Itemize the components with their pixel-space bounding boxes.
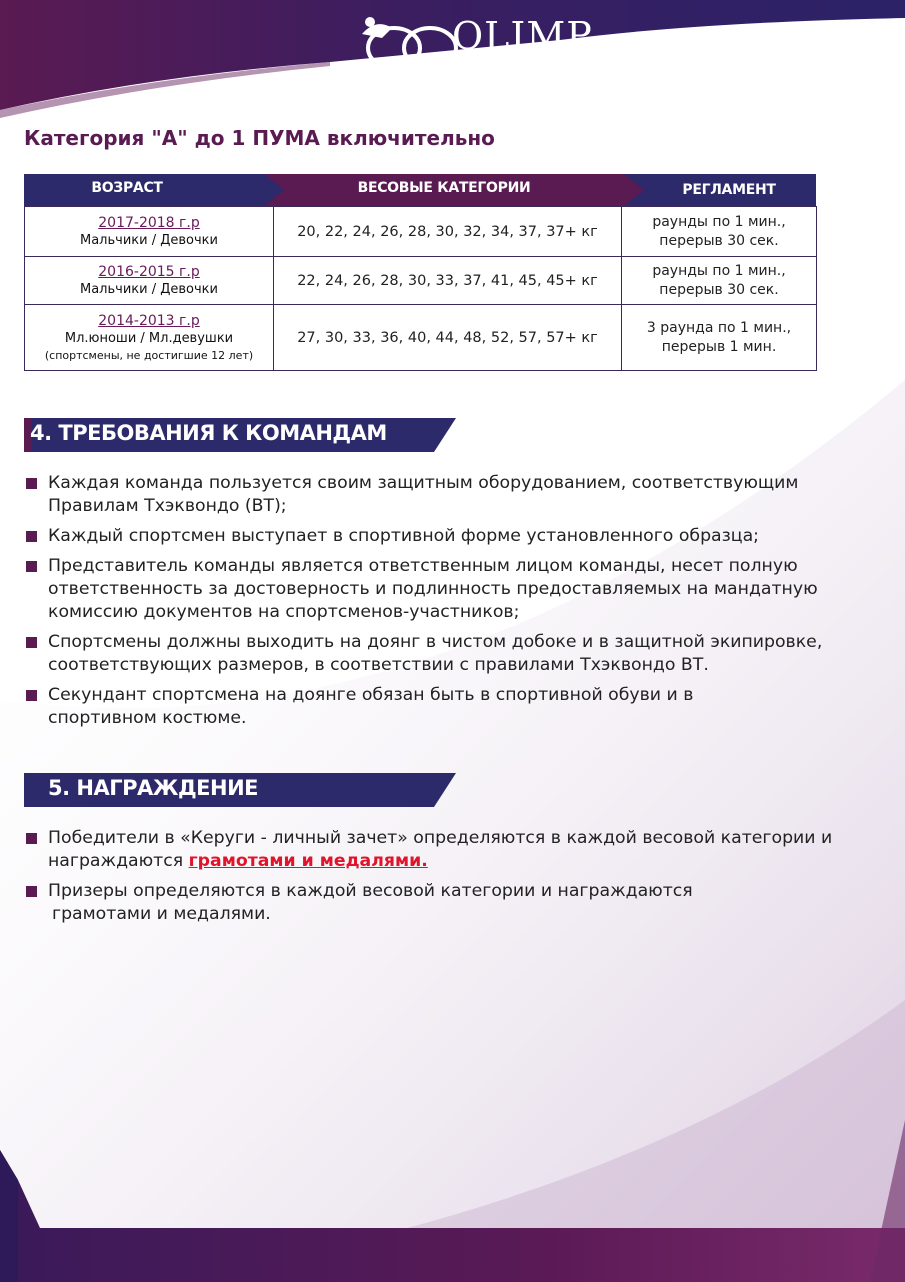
regulation-cell — [622, 257, 817, 305]
bullet-square-icon — [26, 531, 37, 542]
header-weights: ВЕСОВЫЕ КАТЕГОРИИ — [357, 180, 531, 196]
section-4-title: 4. ТРЕБОВАНИЯ К КОМАНДАМ — [30, 421, 387, 445]
list-item — [26, 827, 886, 873]
section-5-header — [24, 773, 456, 807]
age-group: Мл.юноши / Мл.девушки — [64, 330, 234, 346]
logo-brand-text: OLIMP — [452, 14, 593, 58]
list-item-text: Секундант спортсмена на доянге обязан быть в спортивной обуви и в спортивном костюме. — [48, 685, 694, 728]
list-item — [26, 525, 886, 548]
weights-cell: 20, 22, 24, 26, 28, 30, 32, 34, 37, 37+ кг — [274, 207, 622, 257]
regulation-break: перерыв 30 сек. — [659, 281, 779, 298]
weight-category-table — [24, 174, 816, 371]
bullet-square-icon — [26, 833, 37, 844]
regulation-cell — [622, 207, 817, 257]
regulation-break: перерыв 1 мин. — [661, 338, 777, 355]
weights-cell: 27, 30, 33, 36, 40, 44, 48, 52, 57, 57+ кг — [274, 305, 622, 371]
age-years: 2014-2013 г.р — [98, 312, 200, 329]
header-regulation: РЕГЛАМЕНТ — [682, 182, 776, 198]
bullet-square-icon — [26, 637, 37, 648]
regulation-cell — [622, 305, 817, 371]
age-note: (спортсмены, не достигшие 12 лет) — [44, 348, 254, 362]
regulation-rounds: 3 раунда по 1 мин., — [646, 319, 792, 336]
list-item-text: Каждая команда пользуется своим защитным оборудованием, соответствующим Правилам Тхэквондо (ВТ); — [48, 473, 799, 516]
table-row — [25, 207, 817, 257]
list-item — [26, 472, 886, 518]
age-cell — [25, 257, 274, 305]
age-cell — [25, 207, 274, 257]
list-item — [26, 631, 886, 677]
age-group: Мальчики / Девочки — [80, 232, 218, 248]
list-item-text: Победители в «Керуги - личный зачет» определяются в каждой весовой категории и награждаются — [48, 828, 833, 871]
bullet-square-icon — [26, 690, 37, 701]
regulation-rounds: раунды по 1 мин., — [652, 262, 786, 279]
logo-tagline: taekwondo league — [452, 59, 561, 70]
list-item — [26, 880, 886, 926]
list-item — [26, 555, 886, 624]
list-item-text: Призеры определяются в каждой весовой категории и награждаются — [48, 881, 693, 901]
regulation-rounds: раунды по 1 мин., — [652, 213, 786, 230]
list-item-text: Представитель команды является ответственным лицом команды, несет полную ответственность за достоверность и подлинность предоставляемых на мандатную комиссию документов на спортсменов-участников; — [48, 556, 818, 622]
regulation-break: перерыв 30 сек. — [659, 232, 779, 249]
list-item-text-continued: грамотами и медалями. — [52, 904, 271, 924]
table-row — [25, 305, 817, 371]
section-4-header — [24, 418, 456, 452]
category-title: Категория "А" до 1 ПУМА включительно — [24, 126, 495, 150]
awards-highlight: грамотами и медалями. — [188, 851, 428, 871]
list-item-text: Каждый спортсмен выступает в спортивной форме установленного образца; — [48, 526, 759, 546]
section-5-title: 5. НАГРАЖДЕНИЕ — [48, 776, 259, 800]
section-5-list — [26, 827, 886, 933]
age-cell — [25, 305, 274, 371]
weights-cell: 22, 24, 26, 28, 30, 33, 37, 41, 45, 45+ кг — [274, 257, 622, 305]
bullet-square-icon — [26, 561, 37, 572]
bullet-square-icon — [26, 886, 37, 897]
age-years: 2016-2015 г.р — [98, 263, 200, 280]
list-item — [26, 684, 768, 730]
table-header — [24, 174, 816, 206]
bullet-square-icon — [26, 478, 37, 489]
table-row — [25, 257, 817, 305]
header-age: ВОЗРАСТ — [91, 180, 163, 196]
section-4-list — [26, 472, 886, 737]
age-group: Мальчики / Девочки — [80, 281, 218, 297]
list-item-text: Спортсмены должны выходить на доянг в чистом добоке и в защитной экипировке, соответствующих размеров, в соответствии с правилами Тхэквондо ВТ. — [48, 632, 823, 675]
table-body — [24, 206, 817, 371]
age-years: 2017-2018 г.р — [98, 214, 200, 231]
